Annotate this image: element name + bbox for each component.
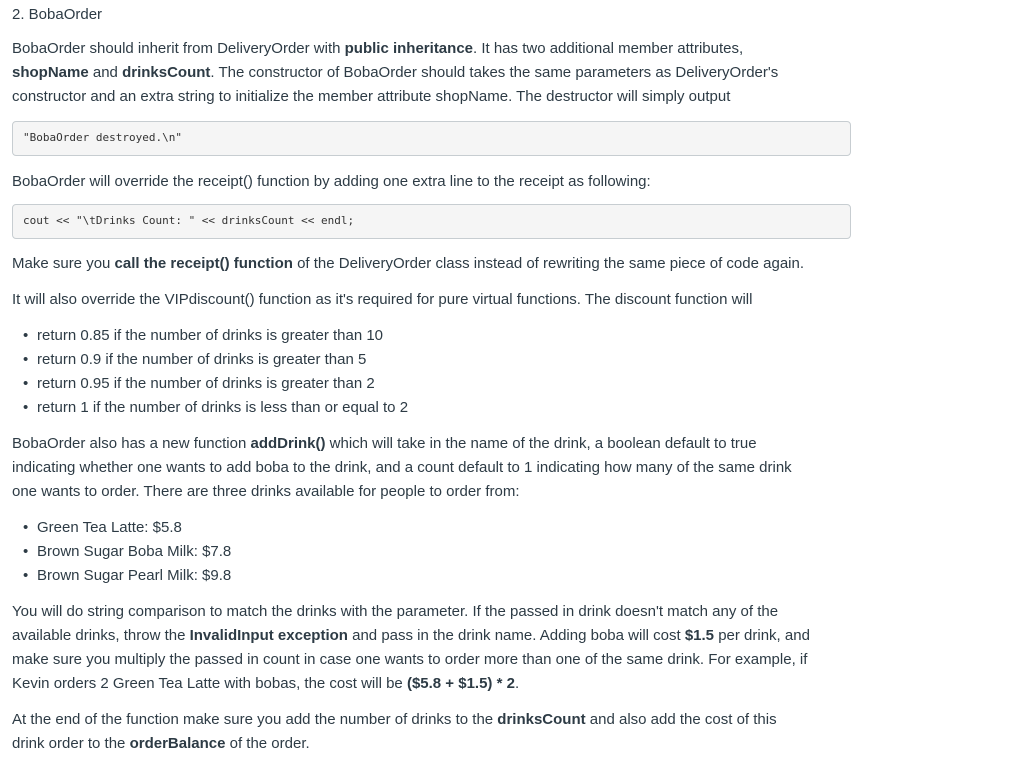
adddrink-text: which will take in the name of the drink, a boolean default to true bbox=[325, 435, 757, 452]
drinks-list bbox=[12, 516, 850, 588]
list-item bbox=[23, 540, 850, 564]
ending-text: of the order. bbox=[225, 735, 310, 752]
adddrink-paragraph bbox=[12, 432, 850, 504]
adddrink-text: indicating whether one wants to add boba to the drink, and a count default to 1 indicating how many of the same drink bbox=[12, 459, 792, 476]
compare-text: You will do string comparison to match the drinks with the parameter. If the passed in drink doesn't match any of the bbox=[12, 603, 779, 620]
bullet-icon: • bbox=[23, 375, 29, 392]
ending-text: and also add the cost of this bbox=[585, 711, 777, 728]
list-item bbox=[23, 348, 850, 372]
list-item-text: return 0.9 if the number of drinks is greater than 5 bbox=[37, 351, 367, 368]
compare-bold-exception: InvalidInput exception bbox=[189, 627, 348, 644]
intro-bold-drinkscount: drinksCount bbox=[122, 64, 211, 81]
callnote-text: of the DeliveryOrder class instead of rewriting the same piece of code again. bbox=[292, 255, 804, 272]
ending-bold-orderbalance: orderBalance bbox=[129, 735, 226, 752]
bullet-icon: • bbox=[23, 519, 29, 536]
compare-text: per drink, and bbox=[714, 627, 810, 644]
compare-paragraph bbox=[12, 600, 850, 696]
intro-paragraph bbox=[12, 37, 850, 109]
ending-paragraph bbox=[12, 708, 850, 756]
adddrink-text: one wants to order. There are three drinks available for people to order from: bbox=[12, 483, 520, 500]
compare-bold-price: $1.5 bbox=[684, 627, 715, 644]
list-item-text: Brown Sugar Boba Milk: $7.8 bbox=[37, 543, 232, 560]
bullet-icon: • bbox=[23, 399, 29, 416]
intro-text: BobaOrder should inherit from DeliveryOrder with bbox=[12, 40, 345, 57]
intro-bold-shopname: shopName bbox=[12, 64, 89, 81]
intro-text: . The constructor of BobaOrder should takes the same parameters as DeliveryOrder's bbox=[210, 64, 779, 81]
list-item bbox=[23, 516, 850, 540]
list-item-text: return 1 if the number of drinks is less than or equal to 2 bbox=[37, 399, 409, 416]
list-item bbox=[23, 372, 850, 396]
ending-text: drink order to the bbox=[12, 735, 130, 752]
vip-paragraph: It will also override the VIPdiscount() function as it's required for pure virtual functions. The discount function will bbox=[12, 291, 753, 308]
list-item-text: return 0.85 if the number of drinks is greater than 10 bbox=[37, 327, 384, 344]
section-heading: 2. BobaOrder bbox=[12, 6, 103, 23]
bullet-icon: • bbox=[23, 327, 29, 344]
compare-text: make sure you multiply the passed in count in case one wants to order more than one of the same drink. For example, if bbox=[12, 651, 808, 668]
list-item-text: return 0.95 if the number of drinks is greater than 2 bbox=[37, 375, 375, 392]
bullet-icon: • bbox=[23, 567, 29, 584]
compare-text: . bbox=[514, 675, 520, 692]
callnote-bold: call the receipt() function bbox=[114, 255, 293, 272]
adddrink-bold: addDrink() bbox=[250, 435, 326, 452]
compare-text: Kevin orders 2 Green Tea Latte with bobas, the cost will be bbox=[12, 675, 407, 692]
ending-text: At the end of the function make sure you add the number of drinks to the bbox=[12, 711, 498, 728]
intro-text: and bbox=[88, 64, 123, 81]
bullet-icon: • bbox=[23, 351, 29, 368]
intro-text: . It has two additional member attributes, bbox=[473, 40, 744, 57]
compare-text: and pass in the drink name. Adding boba will cost bbox=[347, 627, 685, 644]
list-item bbox=[23, 324, 850, 348]
intro-bold-inheritance: public inheritance bbox=[344, 40, 473, 57]
adddrink-text: BobaOrder also has a new function bbox=[12, 435, 251, 452]
discount-list bbox=[12, 324, 850, 420]
compare-text: available drinks, throw the bbox=[12, 627, 190, 644]
list-item-text: Green Tea Latte: $5.8 bbox=[37, 519, 182, 536]
code-block-destructor: "BobaOrder destroyed.\n" bbox=[12, 121, 851, 156]
callnote-text: Make sure you bbox=[12, 255, 115, 272]
call-receipt-paragraph bbox=[12, 252, 850, 276]
bullet-icon: • bbox=[23, 543, 29, 560]
list-item bbox=[23, 564, 850, 588]
ending-bold-drinkscount: drinksCount bbox=[497, 711, 586, 728]
code-block-receipt: cout << "\tDrinks Count: " << drinksCount << endl; bbox=[12, 204, 851, 239]
list-item bbox=[23, 396, 850, 420]
compare-bold-formula: ($5.8 + $1.5) * 2 bbox=[406, 675, 515, 692]
list-item-text: Brown Sugar Pearl Milk: $9.8 bbox=[37, 567, 232, 584]
override-paragraph: BobaOrder will override the receipt() function by adding one extra line to the receipt as following: bbox=[12, 173, 651, 190]
intro-text: constructor and an extra string to initialize the member attribute shopName. The destructor will simply output bbox=[12, 88, 731, 105]
